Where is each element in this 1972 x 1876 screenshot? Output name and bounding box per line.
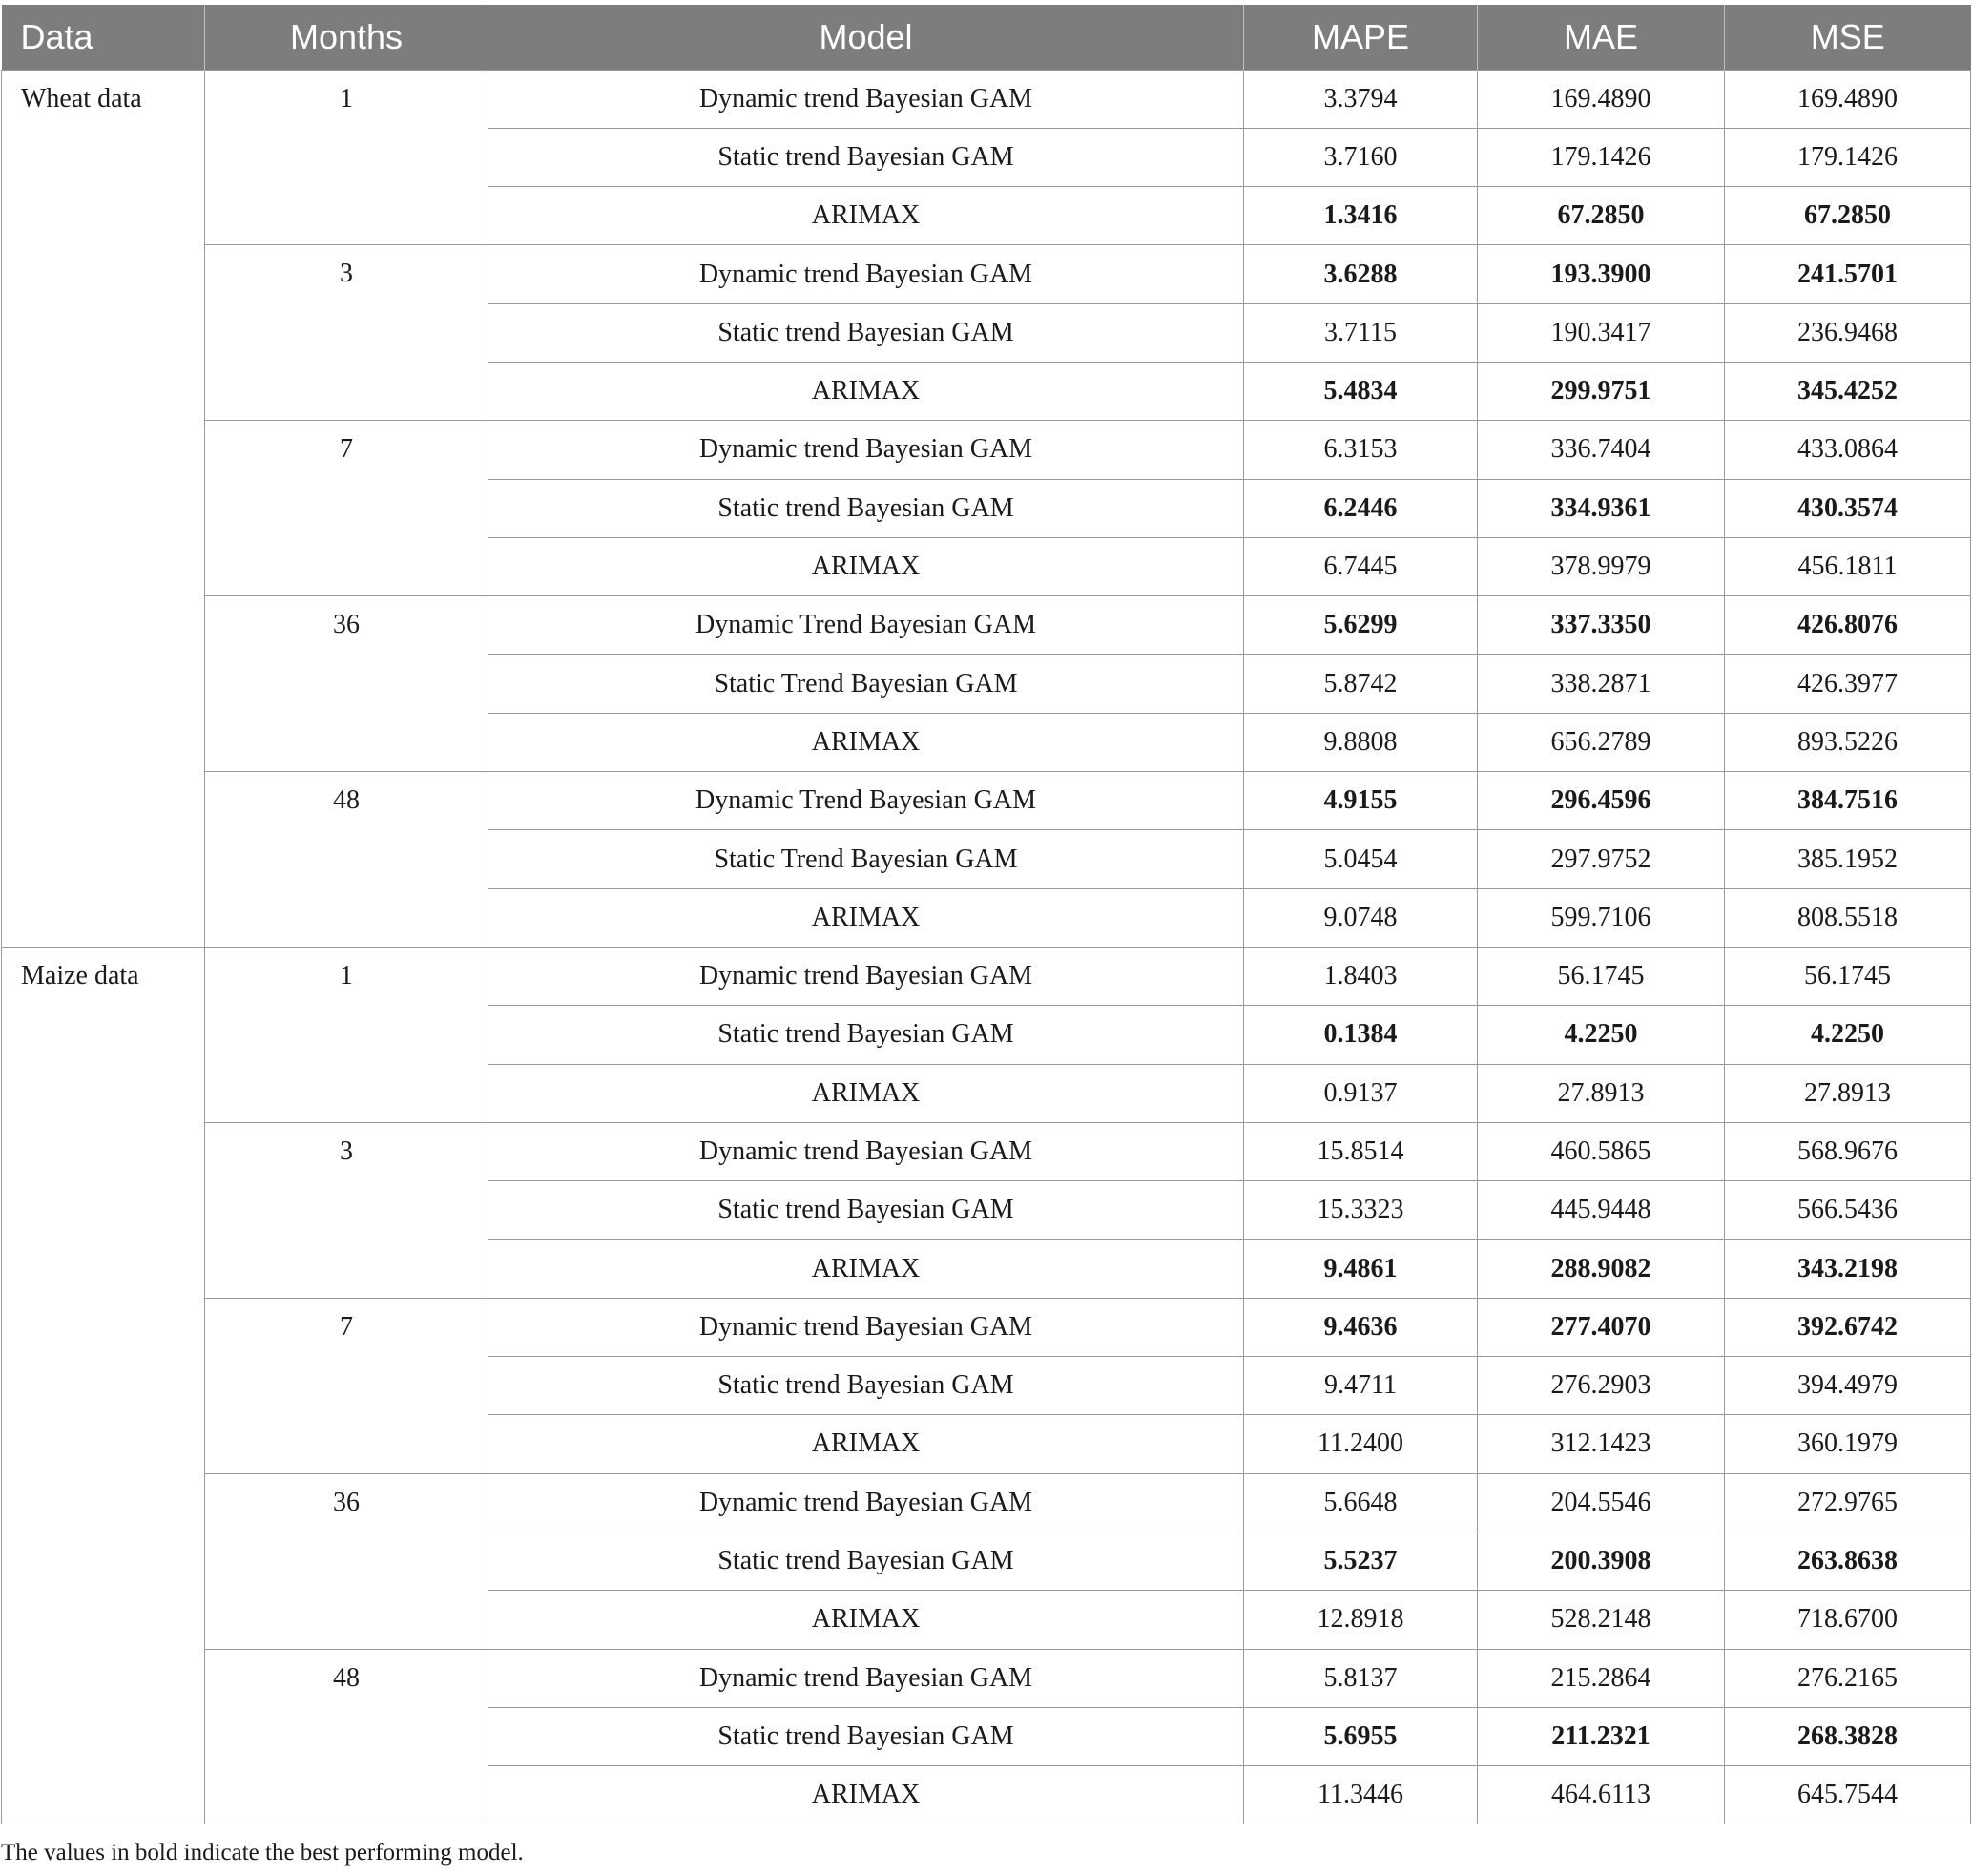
mae-cell: 460.5865 [1478,1122,1725,1180]
table-header [2,5,1971,70]
mape-cell: 0.9137 [1244,1064,1478,1122]
months-cell: 3 [205,245,488,421]
table-row [2,70,1971,128]
mae-cell: 296.4596 [1478,772,1725,830]
data-group-label: Maize data [2,947,205,1824]
model-cell: Static Trend Bayesian GAM [488,830,1244,888]
mae-cell: 179.1426 [1478,128,1725,186]
mape-cell: 1.3416 [1244,187,1478,245]
months-cell: 3 [205,1122,488,1298]
mae-cell: 312.1423 [1478,1415,1725,1473]
mse-cell: 426.8076 [1725,596,1971,655]
column-header-mse: MSE [1725,5,1971,70]
mae-cell: 200.3908 [1478,1532,1725,1590]
model-cell: ARIMAX [488,888,1244,947]
mape-cell: 5.8742 [1244,655,1478,713]
header-row [2,5,1971,70]
model-cell: Dynamic trend Bayesian GAM [488,1473,1244,1532]
mape-cell: 6.3153 [1244,421,1478,479]
mse-cell: 456.1811 [1725,537,1971,595]
model-cell: Static trend Bayesian GAM [488,128,1244,186]
mape-cell: 15.3323 [1244,1181,1478,1240]
mae-cell: 211.2321 [1478,1707,1725,1765]
months-cell: 48 [205,772,488,948]
model-cell: Dynamic trend Bayesian GAM [488,1649,1244,1707]
model-cell: Static trend Bayesian GAM [488,1006,1244,1064]
table-row [2,1473,1971,1532]
mse-cell: 56.1745 [1725,947,1971,1005]
mae-cell: 528.2148 [1478,1591,1725,1649]
mae-cell: 169.4890 [1478,70,1725,128]
column-header-months: Months [205,5,488,70]
mse-cell: 645.7544 [1725,1766,1971,1824]
mape-cell: 3.3794 [1244,70,1478,128]
model-cell: Static trend Bayesian GAM [488,1707,1244,1765]
model-cell: ARIMAX [488,1240,1244,1298]
mape-cell: 0.1384 [1244,1006,1478,1064]
mse-cell: 268.3828 [1725,1707,1971,1765]
table-row [2,947,1971,1005]
mape-cell: 5.4834 [1244,362,1478,420]
model-cell: Static trend Bayesian GAM [488,479,1244,537]
mse-cell: 566.5436 [1725,1181,1971,1240]
months-cell: 7 [205,421,488,596]
mse-cell: 276.2165 [1725,1649,1971,1707]
mae-cell: 215.2864 [1478,1649,1725,1707]
model-cell: Static trend Bayesian GAM [488,303,1244,362]
model-cell: ARIMAX [488,537,1244,595]
mse-cell: 343.2198 [1725,1240,1971,1298]
months-cell: 1 [205,70,488,245]
mse-cell: 272.9765 [1725,1473,1971,1532]
model-cell: Dynamic trend Bayesian GAM [488,1122,1244,1180]
model-cell: Static trend Bayesian GAM [488,1357,1244,1415]
mse-cell: 394.4979 [1725,1357,1971,1415]
mse-cell: 169.4890 [1725,70,1971,128]
table-row [2,772,1971,830]
mse-cell: 430.3574 [1725,479,1971,537]
table-row [2,421,1971,479]
mae-cell: 464.6113 [1478,1766,1725,1824]
model-cell: ARIMAX [488,1064,1244,1122]
mse-cell: 384.7516 [1725,772,1971,830]
mape-cell: 1.8403 [1244,947,1478,1005]
mse-cell: 433.0864 [1725,421,1971,479]
model-cell: ARIMAX [488,1766,1244,1824]
mape-cell: 9.0748 [1244,888,1478,947]
mae-cell: 56.1745 [1478,947,1725,1005]
model-cell: ARIMAX [488,1591,1244,1649]
mae-cell: 297.9752 [1478,830,1725,888]
mape-cell: 4.9155 [1244,772,1478,830]
mape-cell: 12.8918 [1244,1591,1478,1649]
mape-cell: 9.4711 [1244,1357,1478,1415]
mape-cell: 3.7115 [1244,303,1478,362]
results-table [1,5,1971,1824]
mae-cell: 190.3417 [1478,303,1725,362]
mape-cell: 15.8514 [1244,1122,1478,1180]
mae-cell: 27.8913 [1478,1064,1725,1122]
table-row [2,1298,1971,1356]
column-header-data: Data [20,16,93,56]
months-cell: 48 [205,1649,488,1824]
model-cell: Static trend Bayesian GAM [488,1532,1244,1590]
table-footnote: The values in bold indicate the best performing model. [1,1840,524,1866]
model-cell: Static Trend Bayesian GAM [488,655,1244,713]
mape-cell: 5.6299 [1244,596,1478,655]
mape-cell: 11.3446 [1244,1766,1478,1824]
model-cell: Dynamic Trend Bayesian GAM [488,772,1244,830]
mae-cell: 378.9979 [1478,537,1725,595]
mse-cell: 426.3977 [1725,655,1971,713]
mae-cell: 338.2871 [1478,655,1725,713]
table-row [2,596,1971,655]
months-cell: 36 [205,1473,488,1649]
mse-cell: 27.8913 [1725,1064,1971,1122]
mse-cell: 893.5226 [1725,713,1971,771]
mae-cell: 276.2903 [1478,1357,1725,1415]
mse-cell: 345.4252 [1725,362,1971,420]
mse-cell: 392.6742 [1725,1298,1971,1356]
mae-cell: 299.9751 [1478,362,1725,420]
model-cell: ARIMAX [488,1415,1244,1473]
mse-cell: 360.1979 [1725,1415,1971,1473]
months-cell: 1 [205,947,488,1122]
model-cell: Dynamic trend Bayesian GAM [488,70,1244,128]
mae-cell: 67.2850 [1478,187,1725,245]
mse-cell: 179.1426 [1725,128,1971,186]
mae-cell: 193.3900 [1478,245,1725,303]
mae-cell: 599.7106 [1478,888,1725,947]
table-row [2,1122,1971,1180]
column-header-mae: MAE [1478,5,1725,70]
model-cell: Dynamic trend Bayesian GAM [488,245,1244,303]
mae-cell: 204.5546 [1478,1473,1725,1532]
mape-cell: 11.2400 [1244,1415,1478,1473]
mae-cell: 4.2250 [1478,1006,1725,1064]
mape-cell: 5.5237 [1244,1532,1478,1590]
model-cell: Dynamic trend Bayesian GAM [488,421,1244,479]
mae-cell: 337.3350 [1478,596,1725,655]
model-cell: Dynamic trend Bayesian GAM [488,947,1244,1005]
mse-cell: 241.5701 [1725,245,1971,303]
mse-cell: 568.9676 [1725,1122,1971,1180]
mape-cell: 9.8808 [1244,713,1478,771]
mae-cell: 656.2789 [1478,713,1725,771]
model-cell: ARIMAX [488,187,1244,245]
data-group-label: Wheat data [2,70,205,947]
mse-cell: 67.2850 [1725,187,1971,245]
mae-cell: 445.9448 [1478,1181,1725,1240]
mape-cell: 9.4636 [1244,1298,1478,1356]
column-header-model: Model [488,5,1244,70]
mae-cell: 288.9082 [1478,1240,1725,1298]
mae-cell: 336.7404 [1478,421,1725,479]
mse-cell: 718.6700 [1725,1591,1971,1649]
mse-cell: 808.5518 [1725,888,1971,947]
mape-cell: 5.6648 [1244,1473,1478,1532]
model-cell: Dynamic trend Bayesian GAM [488,1298,1244,1356]
model-cell: Dynamic Trend Bayesian GAM [488,596,1244,655]
mae-cell: 277.4070 [1478,1298,1725,1356]
column-header-mape: MAPE [1244,5,1478,70]
mape-cell: 3.6288 [1244,245,1478,303]
mape-cell: 9.4861 [1244,1240,1478,1298]
mape-cell: 5.8137 [1244,1649,1478,1707]
mae-cell: 334.9361 [1478,479,1725,537]
mape-cell: 3.7160 [1244,128,1478,186]
mse-cell: 236.9468 [1725,303,1971,362]
model-cell: Static trend Bayesian GAM [488,1181,1244,1240]
mse-cell: 385.1952 [1725,830,1971,888]
table-row [2,245,1971,303]
table-body [2,70,1971,1824]
table-row [2,1649,1971,1707]
mse-cell: 263.8638 [1725,1532,1971,1590]
months-cell: 36 [205,596,488,772]
model-cell: ARIMAX [488,713,1244,771]
model-cell: ARIMAX [488,362,1244,420]
mape-cell: 6.2446 [1244,479,1478,537]
mse-cell: 4.2250 [1725,1006,1971,1064]
mape-cell: 5.6955 [1244,1707,1478,1765]
mape-cell: 6.7445 [1244,537,1478,595]
months-cell: 7 [205,1298,488,1473]
mape-cell: 5.0454 [1244,830,1478,888]
